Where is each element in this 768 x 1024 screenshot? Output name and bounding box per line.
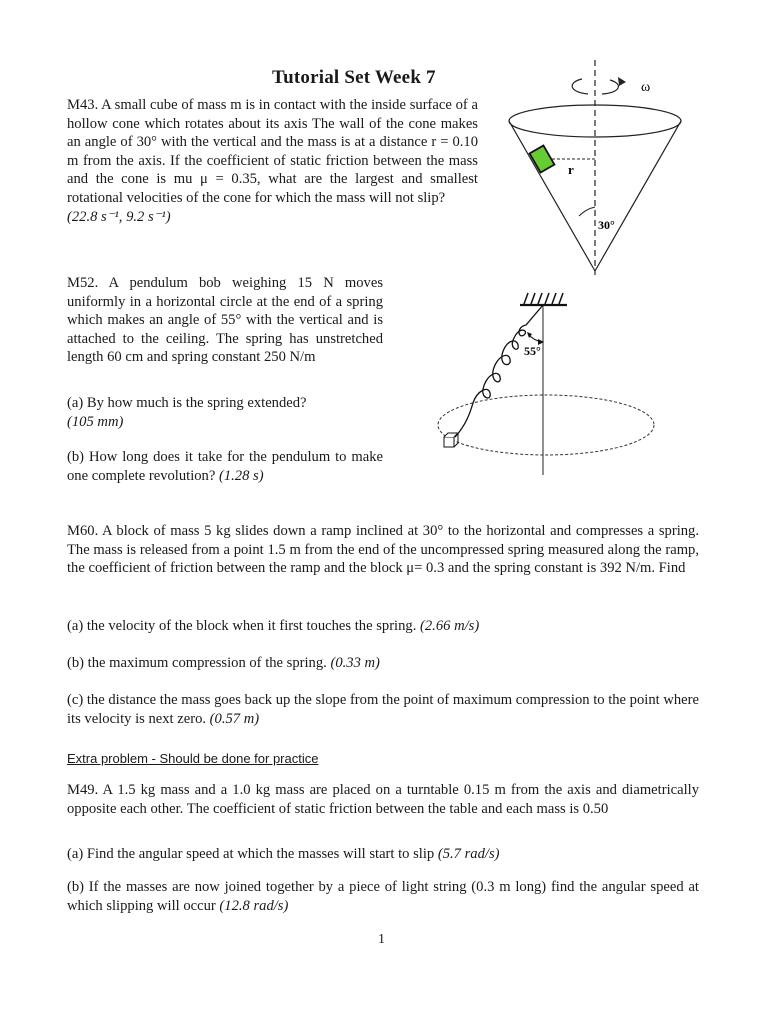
m60-part-a-answer: (2.66 m/s) (420, 618, 480, 634)
cone-wall-left (509, 121, 595, 271)
r-label: r (568, 162, 574, 177)
pendulum-bob (444, 433, 458, 447)
m52-part-a (67, 394, 383, 431)
m49-part-a-answer: (5.7 rad/s) (437, 846, 500, 862)
m52-part-a-answer: (105 mm) (67, 413, 124, 430)
m49-part-b-text: (b) If the masses are now joined together by a piece of light string (0.3 m long) find the angular speed at which slipping will occur (67, 879, 699, 914)
m52-part-b-answer: (1.28 s) (218, 467, 264, 484)
page-title: Tutorial Set Week 7 (272, 67, 436, 88)
ceiling-hatch (524, 293, 563, 304)
problem-m60 (67, 522, 699, 578)
omega-label: ω (641, 80, 651, 95)
m52-text: M52. A pendulum bob weighing 15 N moves uniformly in a horizontal circle at the end of a spring which makes an angle of 55° with the vertical and is attached to the ceiling. The spring has unstretched length 60 cm and spring constant 250 N/m (67, 275, 383, 366)
m49-part-b (67, 878, 699, 915)
m60-part-b (67, 654, 699, 673)
angle-arc (579, 207, 595, 216)
m60-text: M60. A block of mass 5 kg slides down a ramp inclined at 30° to the horizontal and compresses a spring. The mass is released from a point 1.5 m from the end of the uncompressed spring measured along the ramp, the coefficient of friction between the ramp and the block μ= 0.3 and the spring constant is 392 N/m. Find (67, 523, 699, 577)
m43-answer: (22.8 s⁻¹, 9.2 s⁻¹) (67, 208, 171, 225)
m60-part-a (67, 617, 699, 636)
m60-part-b-text: (b) the maximum compression of the spring. (67, 655, 327, 671)
rotation-arrowhead-icon (618, 77, 626, 86)
cone-figure (500, 55, 670, 280)
m49-text: M49. A 1.5 kg mass and a 1.0 kg mass are placed on a turntable 0.15 m from the axis and diametrically opposite each other. The coefficient of static friction between the table and each mass is 0.50 (67, 782, 699, 817)
angle-30-label: 30° (598, 218, 615, 232)
extra-problem-heading: Extra problem - Should be done for practice (67, 751, 319, 766)
m49-part-a-text: (a) Find the angular speed at which the masses will start to slip (67, 846, 435, 862)
circular-path (438, 395, 654, 455)
cone-wall-right (595, 121, 681, 271)
m49-part-a (67, 845, 699, 864)
m60-part-c-answer: (0.57 m) (209, 710, 260, 727)
m60-part-c-text: (c) the distance the mass goes back up the slope from the point of maximum compression to the point where its velocity is next zero. (67, 692, 699, 727)
m52-part-b-text: (b) How long does it take for the pendulum to make one complete revolution? (67, 449, 383, 484)
angle-55-label: 55° (524, 344, 541, 358)
problem-m52 (67, 274, 383, 367)
m43-text: M43. A small cube of mass m is in contact with the inside surface of a hollow cone which rotates about its axis The wall of the cone makes an angle of 30° with the vertical and the mass is at a distance r = 0.10 m from the axis. If the coefficient of static friction between the mass and the cone is mu μ = 0.35, what are the largest and smallest rotational velocities of the cone for which the mass will not slip? (67, 97, 478, 206)
problem-m49 (67, 781, 699, 818)
m60-part-c (67, 691, 699, 728)
spring (455, 305, 543, 437)
m60-part-b-answer: (0.33 m) (330, 655, 380, 671)
problem-m43 (67, 96, 478, 226)
m52-part-b (67, 448, 383, 485)
page-number: 1 (378, 932, 385, 947)
m60-part-a-text: (a) the velocity of the block when it first touches the spring. (67, 618, 417, 634)
pendulum-figure (430, 285, 660, 480)
m52-part-a-text: (a) By how much is the spring extended? (67, 395, 307, 411)
rotation-arrow-left (572, 79, 588, 94)
m49-part-b-answer: (12.8 rad/s) (219, 897, 289, 914)
cube-mass (530, 145, 555, 172)
